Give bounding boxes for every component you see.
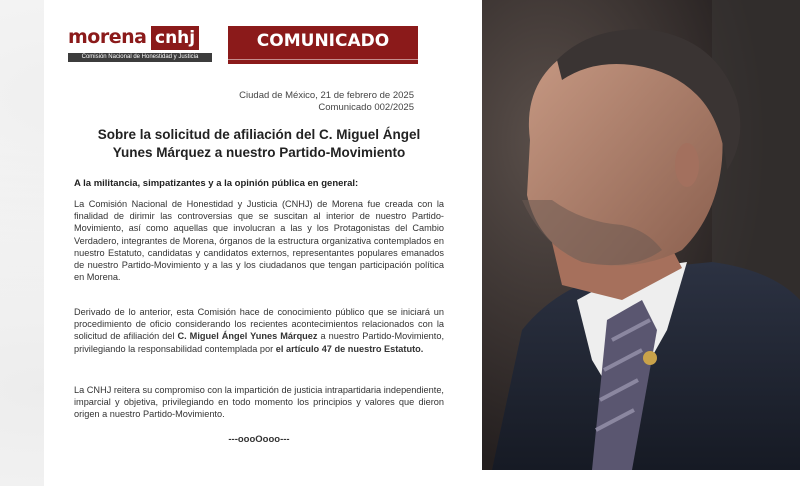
- paragraph-2-article: el artículo 47 de nuestro Estatuto.: [275, 343, 424, 354]
- morena-cnhj-logo: [66, 22, 214, 66]
- logo-subtitle: Comisión Nacional de Honestidad y Justicia: [68, 53, 212, 62]
- comunicado-banner: COMUNICADO: [228, 26, 418, 64]
- logo-cnhj-text: cnhj: [151, 26, 199, 50]
- logo-morena-text: morena: [68, 26, 147, 48]
- salutation: A la militancia, simpatizantes y a la opinión pública en general:: [74, 178, 359, 189]
- title-line-2: Yunes Márquez a nuestro Partido-Movimiento: [112, 145, 406, 160]
- bottom-strip: [482, 470, 800, 486]
- paragraph-2-name: C. Miguel Ángel Yunes Márquez: [177, 331, 318, 342]
- paragraph-2-part-c: a nuestro Partido-Movimiento, privilegiando la responsabilidad contemplada por: [74, 331, 445, 354]
- document-title: [74, 126, 444, 162]
- paragraph-1: La Comisión Nacional de Honestidad y Justicia (CNHJ) de Morena fue creada con la finalidad de dirimir las controversias que se suscitan al interior de nuestro Partido-Movimiento, así como aquellas que involucran a las y los Protagonistas del Cambio Verdadero, integrantes de Morena, órganos de la estructura organizativa contemplados en nuestro Estatuto, candidatas y candidatos externos, representantes populares emanados de nuestro Partido-Movimiento y a las y los ciudadanos que tengan participación política en Morena.: [74, 199, 444, 283]
- paragraph-3: La CNHJ reitera su compromiso con la impartición de justicia intrapartidaria independiente, imparcial y objetiva, privilegiando en todo momento los principios y valores que dieron origen a nuestro Partido-Movimiento.: [74, 385, 444, 420]
- place-date: Ciudad de México, 21 de febrero de 2025: [239, 90, 414, 101]
- portrait-illustration: [482, 0, 800, 470]
- communique-number: Comunicado 002/2025: [318, 102, 414, 113]
- paragraph-2: [74, 306, 444, 355]
- closing-mark: ---oooOooo---: [228, 434, 290, 445]
- communique-document: [44, 0, 482, 486]
- lapel-pin: [643, 351, 657, 365]
- paragraph-2-part-a: Derivado de lo anterior, esta Comisión hace de conocimiento público que se iniciará un procedimiento de oficio considerando los recientes acontecimientos relacionados con la solicitud de afiliación del: [74, 307, 444, 342]
- document-meta: [239, 90, 414, 114]
- title-line-1: Sobre la solicitud de afiliación del C. Miguel Ángel: [97, 127, 421, 142]
- portrait-photo: [482, 0, 800, 470]
